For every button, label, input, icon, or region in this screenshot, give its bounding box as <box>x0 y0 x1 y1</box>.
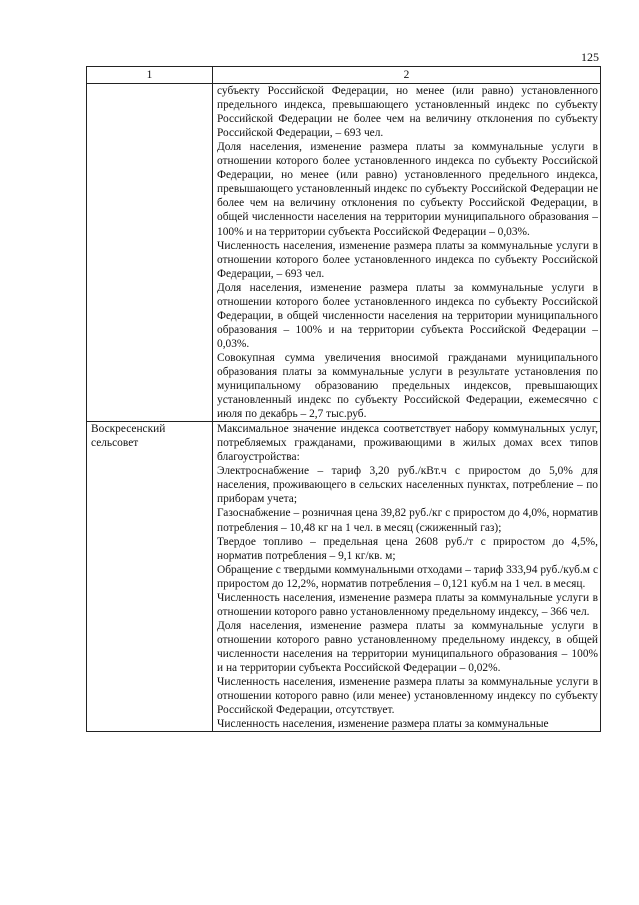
paragraph: Численность населения, изменение размера платы за коммунальные <box>217 718 549 731</box>
column-header-1: 1 <box>87 67 213 84</box>
paragraph: Доля населения, изменение размера платы за коммунальные услуги в отношении которого более установленного индекса по субъекту Российской Федерации, в общей численности населения на территории муниципального образования – 100% и на территории субъекта Российской Федерации – 0,03%. <box>217 281 598 350</box>
paragraph: Твердое топливо – предельная цена 2608 руб./т с приростом до 4,5%, норматив потребления – 9,1 кг/кв. м; <box>217 535 598 562</box>
paragraph: Электроснабжение – тариф 3,20 руб./кВт.ч с приростом до 5,0% для населения, проживающего в сельских населенных пунктах, потребление – по приборам учета; <box>217 465 598 506</box>
paragraph: Численность населения, изменение размера платы за коммунальные услуги в отношении которого равно (или менее) установленному индексу по субъекту Российской Федерации, отсутствует. <box>217 676 598 717</box>
row-content-cell <box>213 84 601 422</box>
page-number: 125 <box>581 50 599 64</box>
table-row <box>87 84 601 422</box>
paragraph: Доля населения, изменение размера платы за коммунальные услуги в отношении которого более установленного индекса по субъекту Российской Федерации, но менее (или равно) установленного предельного индекса, превышающего установленный индекс по субъекту Российской Федерации не более чем на величину отклонения по субъекту Российской Федерации, в общей численности населения на территории муниципального образования – 100% и на территории субъекта Российской Федерации – 0,03%. <box>217 141 598 238</box>
paragraph: Численность населения, изменение размера платы за коммунальные услуги в отношении которого более установленного индекса по субъекту Российской Федерации, – 693 чел. <box>217 239 598 280</box>
row-label-cell: Воскресенский сельсовет <box>87 422 213 732</box>
paragraph: субъекту Российской Федерации, но менее (или равно) установленного предельного индекса, превышающего установленный индекс по субъекту Российской Федерации не более чем на величину отклонения по субъекту Российской Федерации, – 693 чел. <box>217 85 598 140</box>
paragraph: Газоснабжение – розничная цена 39,82 руб./кг с приростом до 4,0%, норматив потребления – 10,48 кг на 1 чел. в месяц (сжиженный газ); <box>217 507 598 534</box>
table-header-row <box>87 67 601 84</box>
paragraph: Доля населения, изменение размера платы за коммунальные услуги в отношении которого равно установленному предельному индексу, в общей численности населения на территории муниципального образования – 100% и на территории субъекта Российской Федерации – 0,02%. <box>217 619 598 674</box>
paragraph: Численность населения, изменение размера платы за коммунальные услуги в отношении которого равно установленному предельному индексу, – 366 чел. <box>217 591 598 618</box>
paragraph: Обращение с твердыми коммунальными отходами – тариф 333,94 руб./куб.м с приростом до 12,2%, норматив потребления – 0,121 куб.м на 1 чел. в месяц. <box>217 563 598 590</box>
column-header-2: 2 <box>213 67 601 84</box>
row-content-cell <box>213 422 601 732</box>
table-row <box>87 422 601 732</box>
row-label-cell <box>87 84 213 422</box>
data-table <box>86 66 601 732</box>
paragraph: Совокупная сумма увеличения вносимой гражданами муниципального образования платы за коммунальные услуги в результате установления по муниципальному образованию предельных индексов, превышающих установленный индекс по субъекту Российской Федерации, ежемесячно с июля по декабрь – 2,7 тыс.руб. <box>217 351 598 421</box>
paragraph: Максимальное значение индекса соответствует набору коммунальных услуг, потребляемых гражданами, проживающими в жилых домах всех типов благоустройства: <box>217 423 598 464</box>
